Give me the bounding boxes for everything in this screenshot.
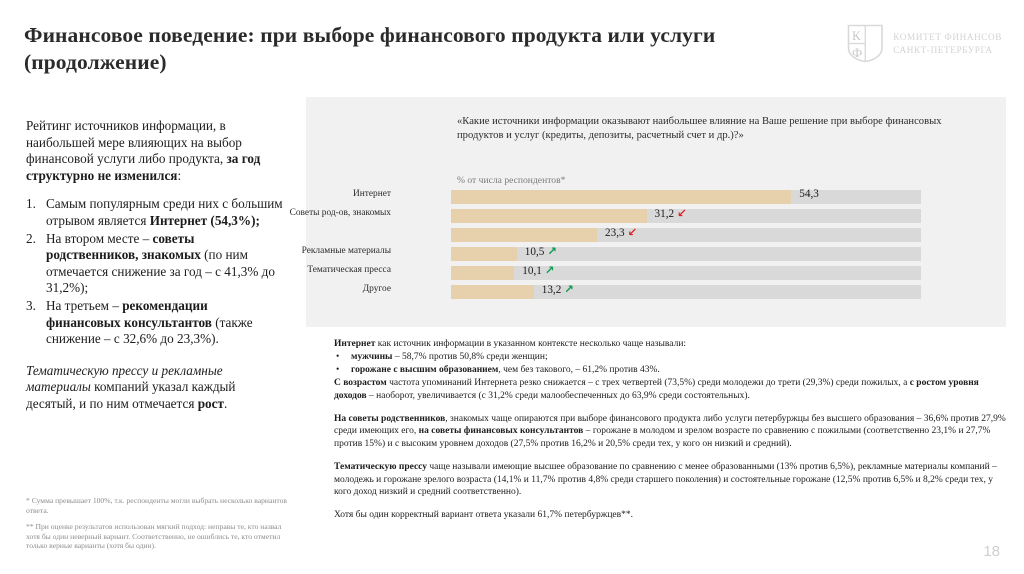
bar-value-number: 10,1 [522, 265, 542, 277]
list-item [334, 364, 1006, 376]
list-text-1: На третьем – [46, 297, 123, 313]
footnote-2: ** При оценке результатов использован мягкий подход: неправы те, кто назвал хотя бы один неверный вариант. Соответственно, не ошиблись те, кто отметил только верные варианты (хотя бы один). [26, 522, 282, 551]
p4-bold: Тематическую прессу [334, 462, 428, 473]
list-bold-1: рекомендации финансовых консультантов [46, 297, 212, 330]
bar-value-number: 31,2 [654, 208, 675, 220]
p3-text-1: , знакомых чаще опираются при выборе финансового продукта либо услуги петербуржцы без высшего образования – 36,6% против 27,9% среди имеющих его, [334, 414, 1006, 437]
p2-bold-1: С возрастом [334, 378, 387, 389]
trend-up-icon: ↗ [544, 263, 555, 277]
bar-fill [451, 285, 534, 299]
p4-rest: чаще называли имеющие высшее образование по сравнению с менее образованными (13% против 6,5%), рекламные материалы компаний – молодежь и горожане зрелого возраста (14,1% и 11,7% против 4,8% среди старшего поколения) и состоятельные горожане (12,5% против 6,5% и 8,2% среди тех, у кого доход низкий и средний соответственно). [334, 462, 997, 498]
trend-down-icon: ↙ [677, 206, 687, 220]
bar-value-label [525, 244, 557, 259]
bar-track [451, 285, 921, 299]
lead-bold: за год структурно не изменился [26, 151, 261, 183]
bar-track [451, 247, 921, 261]
bar-fill [451, 228, 597, 242]
bullet-rest: – 58,7% против 50,8% среди женщин; [392, 352, 548, 363]
bar-value-label [799, 187, 819, 201]
footnote-1: * Сумма превышает 100%, т.к. респонденты могли выбрать несколько вариантов ответа. [26, 496, 288, 515]
bar-track [451, 228, 921, 242]
paragraph-2 [334, 413, 1006, 450]
bullet-list [334, 351, 1006, 376]
bar-value-label [605, 225, 637, 240]
bullet-bold: горожане с высшим образованием [351, 364, 499, 375]
bar-value-label [655, 206, 687, 221]
p2-text-2: – наоборот, увеличивается (с 31,2% среди малообеспеченных до 63,9% среди состоятельных). [366, 390, 750, 401]
bar-category-label: Тематическая пресса [307, 265, 391, 275]
closing-rest: компаний указал каждый десятый, и по ним отмечается [26, 379, 236, 411]
bar-fill [451, 247, 517, 261]
bar-value-number: 54,3 [799, 188, 819, 200]
list-bold-1: Интернет (54,3%); [149, 212, 260, 228]
p2-bold-2: с ростом уровня доходов [334, 378, 979, 401]
logo-line-1: КОМИТЕТ ФИНАНСОВ [893, 32, 1002, 42]
bar-value-number: 10,5 [524, 246, 545, 258]
bar-category-label: Советы род-ов, знакомых [289, 208, 391, 218]
shield-logo-icon [847, 24, 884, 63]
lead-part2: : [177, 167, 182, 183]
closing-end: . [223, 395, 228, 411]
list-item [26, 298, 284, 348]
svg-text:К: К [852, 28, 861, 43]
p1-rest: как источник информации в указанном контексте несколько чаще называли: [375, 339, 687, 349]
trend-up-icon: ↗ [547, 244, 558, 258]
table-row [306, 282, 1006, 299]
chart-question: «Какие источники информации оказывают наибольшее влияние на Ваше решение при выборе финансовых продуктов и услуг (кредиты, депозиты, расчетный счет и др.)?» [457, 116, 942, 141]
table-row [306, 263, 1006, 280]
list-text-2: (по ним отмечается снижение за год – с 41,3% до 31,2%); [46, 247, 275, 296]
bar-value-label [542, 282, 574, 297]
list-number: 2. [26, 230, 36, 246]
bar-chart [289, 188, 1006, 304]
bar-value-number: 23,3 [605, 227, 625, 239]
p2-text-1: частота упоминаний Интернета резко снижается – с трех четвертей (73,5%) среди молодежи до трети (29,3%) среди пожилых, а [386, 378, 910, 389]
logo-line-2: САНКТ-ПЕТЕРБУРГА [893, 44, 993, 55]
trend-down-icon: ↙ [627, 225, 638, 239]
logo-text [893, 31, 1002, 56]
logo [847, 24, 1002, 63]
footnotes [26, 496, 294, 558]
bar-fill [451, 190, 791, 204]
lead-paragraph [26, 118, 284, 184]
svg-text:Ф: Ф [852, 45, 863, 60]
bar-category-label: Интернет [352, 189, 391, 199]
list-text-2: (также снижение – с 32,6% до 23,3%). [46, 314, 253, 347]
page-title: Финансовое поведение: при выборе финансового продукта или услуги (продолжение) [24, 23, 716, 74]
bullet-icon: • [336, 364, 340, 375]
closing-bold: рост [197, 395, 224, 411]
paragraph-3 [334, 461, 1006, 498]
p3-text-2: – горожане в молодом и зрелом возрасте по сравнению с пожилыми (соответственно 23,1% и 27,7% против 15%) и с высоким уровнем доходов (27,5% против 16,2% и 20,5% среди тех, у кого он низкий и средний). [334, 426, 991, 449]
bar-fill [451, 209, 647, 223]
list-text-1: Самым популярным среди них с большим отрывом является [46, 196, 283, 228]
bar-value-label [522, 263, 554, 278]
list-bold-1: советы родственников, знакомых [46, 230, 201, 263]
closing-italic: Тематическую прессу и рекламные материалы [26, 362, 223, 395]
chart-panel [289, 97, 1006, 327]
bar-category-label: Рекламные материалы [301, 246, 391, 256]
list-number: 3. [26, 297, 36, 313]
bullet-rest: , чем без такового, – 61,2% против 43%. [498, 364, 660, 375]
closing-paragraph [26, 363, 284, 413]
table-row [306, 190, 1006, 204]
bar-value-number: 13,2 [541, 284, 562, 296]
table-row [306, 225, 1006, 242]
list-number: 1. [26, 196, 36, 212]
bullet-bold: мужчины [351, 352, 393, 363]
p1-bold: Интернет [334, 339, 376, 349]
table-row [289, 206, 1006, 223]
paragraph-4: Хотя бы один корректный вариант ответа указали 61,7% петербуржцев**. [334, 510, 634, 521]
bar-fill [451, 266, 514, 280]
lead-part1: Рейтинг источников информации, в наибольшей мере влияющих на выбор финансовой услуги либо продукта, [26, 118, 242, 167]
bar-category-label: Другое [362, 284, 391, 294]
list-item [334, 351, 1006, 363]
bar-track [451, 190, 921, 204]
page-number: 18 [983, 543, 1000, 560]
table-row [301, 244, 1006, 261]
p3-bold-1: На советы родственников [334, 414, 446, 425]
slide-header [0, 0, 1024, 92]
analysis-text [334, 338, 1006, 533]
paragraph-1 [334, 338, 1006, 402]
list-text-1: На втором месте – [46, 230, 153, 246]
p3-bold-2: на советы финансовых консультантов [418, 426, 584, 437]
chart-axis-note: % от числа респондентов* [457, 175, 566, 186]
bullet-icon: • [336, 352, 340, 363]
trend-up-icon: ↗ [564, 282, 574, 296]
